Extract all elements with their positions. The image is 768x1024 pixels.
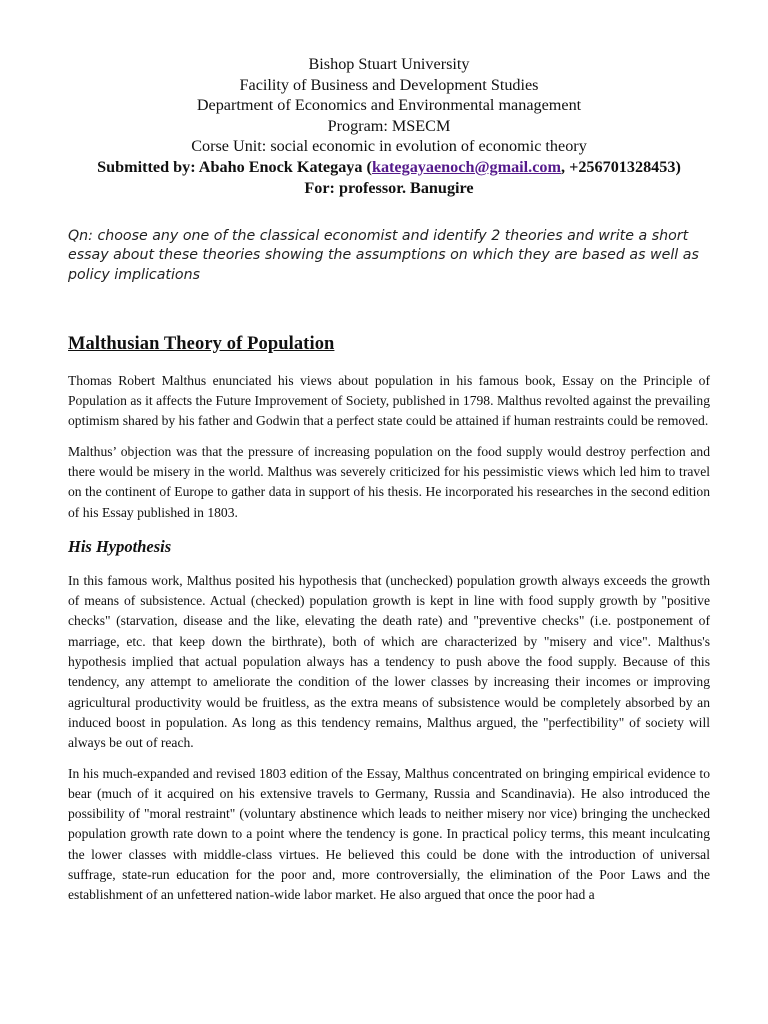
paragraph: Malthus’ objection was that the pressure of increasing population on the food supply would destroy perfection and there would be misery in the world. Malthus was severely criticized for his pessimistic views which led him to travel on the continent of Europe to gather data in support of his thesis. He incorporated his researches in the second edition of his Essay published in 1803. — [68, 443, 710, 520]
paragraph: In his much-expanded and revised 1803 edition of the Essay, Malthus concentrated on bringing empirical evidence to bear (much of it acquired on his extensive travels to Germany, Russia and Scandinavia). He also introduced the possibility of "moral restraint" (voluntary abstinence which leads to neither misery nor vice) bringing the unchecked population growth rate down to a point where the tendency is gone. In practical policy terms, this meant inculcating the lower classes with middle-class virtues. He believed this could be done with the introduction of universal suffrage, state-run education for the poor and, more controversially, the elimination of the Poor Laws and the establishment of an unfettered nation-wide labor market. He also argued that once the poor had a — [68, 765, 710, 903]
submitted-suffix: , +256701328453) — [561, 157, 681, 176]
for-professor: For: professor. Banugire — [304, 178, 474, 197]
paragraph: In this famous work, Malthus posited his hypothesis that (unchecked) population growth always exceeds the growth of means of subsistence. Actual (checked) population growth is kept in line with food supply growth by "positive checks" (starvation, disease and the like, elevating the death rate) and "preventive checks" (i.e. postponement of marriage, etc. that keep down the birthrate), both of which are characterized by "misery and vice". Malthus's hypothesis implied that actual population always has a tendency to push above the food supply. Because of this tendency, any attempt to ameliorate the condition of the lower classes by increasing their incomes or improving agricultural productivity would be fruitless, as the extra means of subsistence would be completely absorbed by an induced boost in population. As long as this tendency remains, Malthus argued, the "perfectibility" of society will always be out of reach. — [68, 572, 710, 751]
email-link[interactable]: kategayaenoch@gmail.com — [371, 157, 561, 176]
course-unit: Corse Unit: social economic in evolution of economic theory — [191, 137, 587, 156]
university-name: Bishop Stuart University — [308, 55, 470, 73]
program-name: Program: MSECM — [327, 116, 451, 135]
submitted-by — [68, 157, 710, 178]
question-text: Qn: choose any one of the classical economist and identify 2 theories and write a short essay about these theories showing the assumptions on which they are based as well as policy implications — [68, 228, 699, 283]
section-title: Malthusian Theory of Population — [68, 333, 335, 354]
department-name: Department of Economics and Environmental management — [196, 96, 582, 115]
title-block — [68, 0, 710, 198]
subheading-hypothesis: His Hypothesis — [68, 536, 172, 556]
submitted-prefix: Submitted by: Abaho Enock Kategaya ( — [97, 157, 372, 176]
paragraph: Thomas Robert Malthus enunciated his views about population in his famous book, Essay on the Principle of Population as it affects the Future Improvement of Society, published in 1798. Malthus revolted against the prevailing optimism shared by his father and Godwin that a perfect state could be attained if human restraints could be removed. — [68, 372, 710, 429]
faculty-name: Facility of Business and Development Studies — [239, 75, 539, 94]
